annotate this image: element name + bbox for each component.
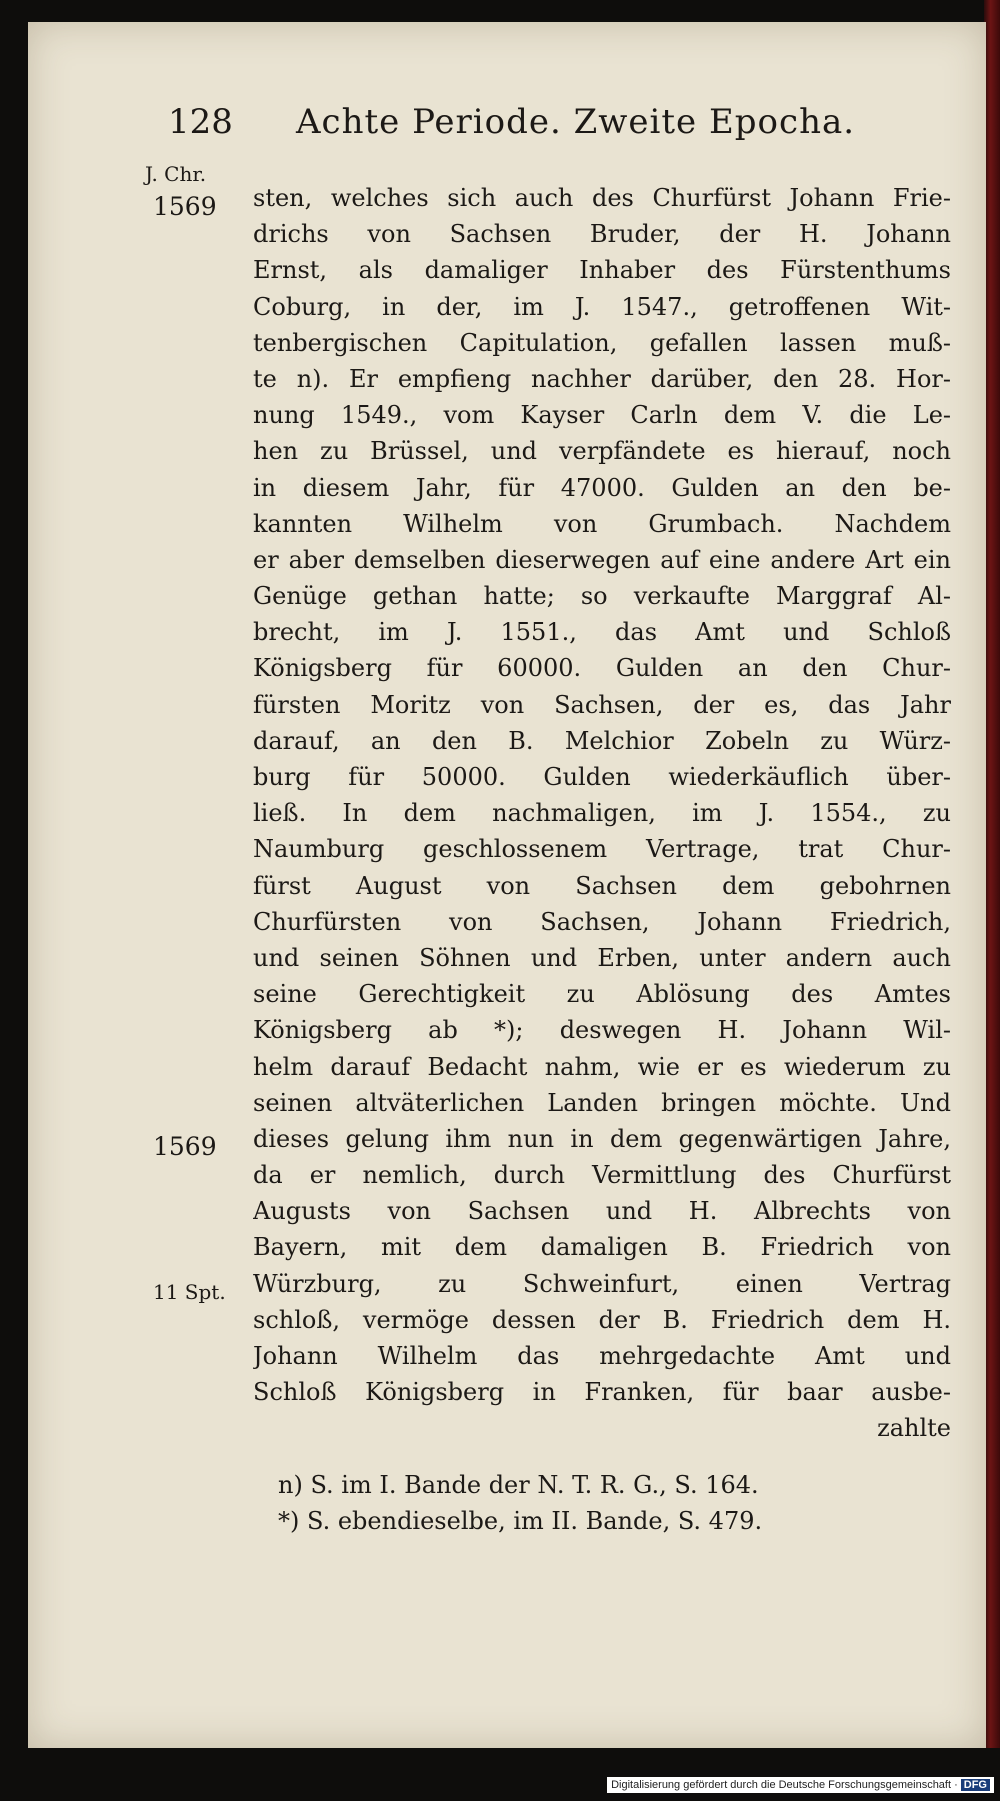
text-line: Churfürsten von Sachsen, Johann Friedrich, [253,907,951,936]
text-line: Genüge gethan hatte; so verkaufte Marggraf Al- [253,582,951,611]
text-line: Ernst, als damaliger Inhaber des Fürstenthums [253,256,951,285]
text-line: burg für 50000. Gulden wiederkäuflich über- [253,763,951,791]
page-header [168,102,928,152]
book-page [28,22,986,1748]
text-line: schloß, vermöge dessen der B. Friedrich dem H. [253,1305,951,1334]
footnotes [278,1467,938,1539]
text-line: in diesem Jahr, für 47000. Gulden an den be- [253,473,951,502]
page-number: 128 [168,102,233,142]
scan-footer [0,1748,1000,1801]
footnote-asterisk: *) S. ebendieselbe, im II. Bande, S. 479. [278,1507,763,1535]
text-line: fürsten Moritz von Sachsen, der es, das Jahr [253,690,951,719]
text-line: Johann Wilhelm das mehrgedachte Amt und [253,1342,951,1370]
margin-year-1569-b: 1569 [153,1132,217,1161]
text-line: Würzburg, zu Schweinfurt, einen Vertrag [253,1269,951,1298]
text-line: hen zu Brüssel, und verpfändete es hierauf, noch [253,437,951,466]
running-title: Achte Periode. Zweite Epocha. [296,102,856,142]
text-line: Königsberg für 60000. Gulden an den Chur- [253,654,951,683]
margin-era: J. Chr. [145,162,207,186]
text-line: fürst August von Sachsen dem gebohrnen [253,871,951,900]
text-line: kannten Wilhelm von Grumbach. Nachdem [253,509,951,538]
text-line: seine Gerechtigkeit zu Ablösung des Amtes [253,980,951,1009]
body-text [253,180,951,1447]
text-line: helm darauf Bedacht nahm, wie er es wiederum zu [253,1052,951,1081]
text-line: te n). Er empfieng nachher darüber, den 28. Hor- [253,364,951,393]
text-line: tenbergischen Capitulation, gefallen lassen muß- [253,328,951,357]
text-line: er aber demselben dieserwegen auf eine andere Art ein [253,545,951,574]
text-line: da er nemlich, durch Vermittlung des Churfürst [253,1161,951,1190]
text-line: brecht, im J. 1551., das Amt und Schloß [253,618,951,647]
footnote-n: n) S. im I. Bande der N. T. R. G., S. 164. [278,1471,759,1499]
text-line: sten, welches sich auch des Churfürst Johann Frie- [253,184,951,212]
text-line: Coburg, in der, im J. 1547., getroffenen Wit- [253,292,951,321]
text-line: ließ. In dem nachmaligen, im J. 1554., zu [253,799,951,828]
digitization-credit [607,1777,994,1793]
text-line: Bayern, mit dem damaligen B. Friedrich von [253,1233,951,1262]
book-edge [984,0,1000,1801]
text-line: Augusts von Sachsen und H. Albrechts von [253,1197,951,1226]
text-line: nung 1549., vom Kayser Carln dem V. die Le- [253,401,951,430]
text-line: Naumburg geschlossenem Vertrage, trat Chur- [253,835,951,864]
text-line: dieses gelung ihm nun in dem gegenwärtigen Jahre, [253,1124,951,1153]
text-line: seinen altväterlichen Landen bringen möchte. Und [253,1088,951,1117]
margin-date: 11 Spt. [153,1280,226,1304]
text-line: drichs von Sachsen Bruder, der H. Johann [253,220,951,249]
text-line: Königsberg ab *); deswegen H. Johann Wil- [253,1016,951,1045]
margin-year-1569-a: 1569 [153,192,217,221]
text-line: und seinen Söhnen und Erben, unter andern auch [253,943,951,972]
catchword: zahlte [877,1414,951,1443]
credit-text: Digitalisierung gefördert durch die Deutsche Forschungsgemeinschaft · [611,1779,958,1791]
text-line: darauf, an den B. Melchior Zobeln zu Würz- [253,726,951,755]
text-line: Schloß Königsberg in Franken, für baar ausbe- [253,1378,951,1407]
dfg-logo: DFG [961,1779,990,1791]
